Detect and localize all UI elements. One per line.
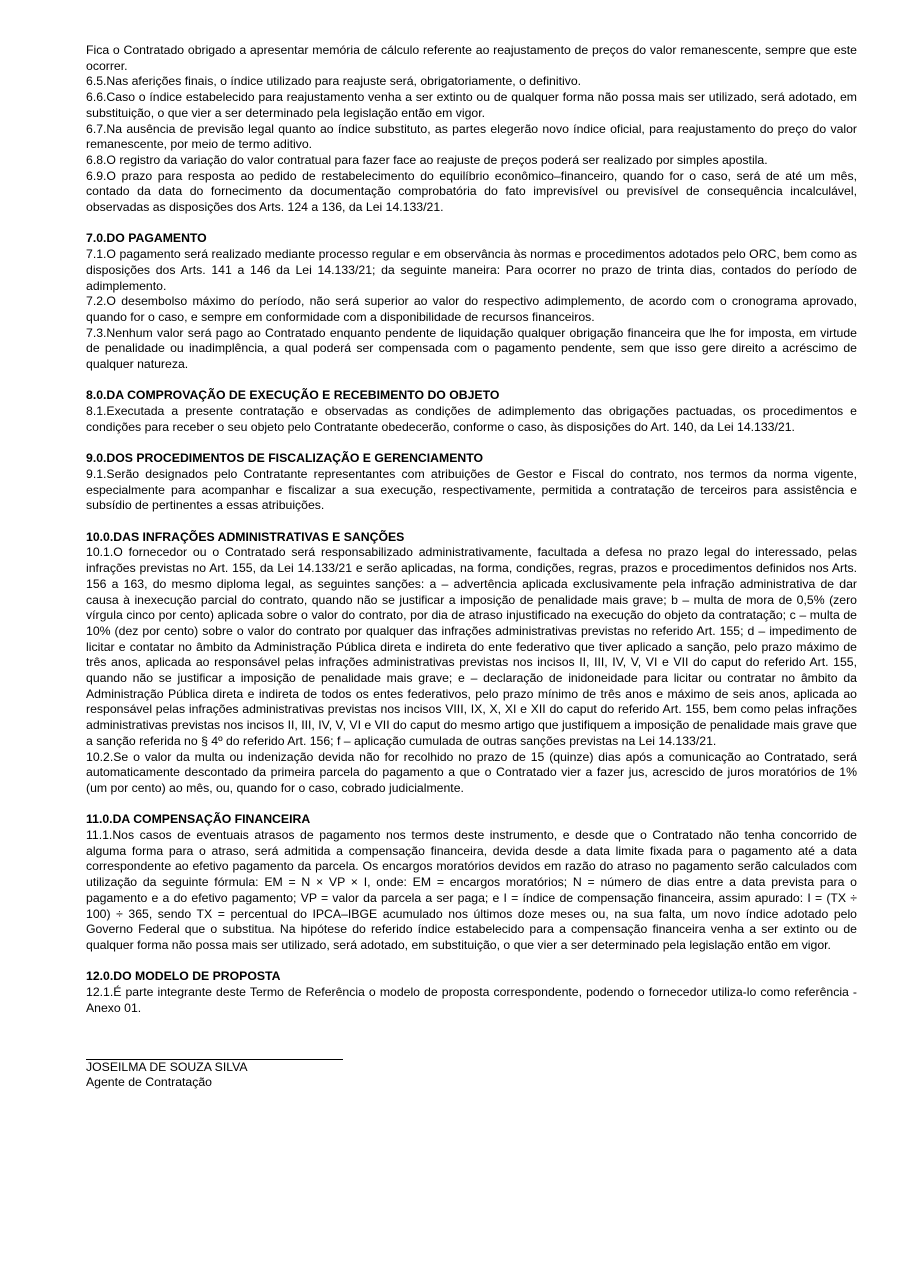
section-oversight	[86, 451, 857, 514]
intro-paragraph: 6.7.Na ausência de previsão legal quanto ao índice substituto, as partes elegerão novo índice oficial, para reajustamento do preço do valor remanescente, por meio de termo aditivo.	[86, 121, 857, 152]
intro-paragraph: Fica o Contratado obrigado a apresentar memória de cálculo referente ao reajustamento de preços do valor remanescente, sempre que este ocorrer.	[86, 43, 857, 73]
section-payment	[86, 231, 857, 372]
intro-block	[86, 43, 857, 216]
section-paragraph: 11.1.Nos casos de eventuais atrasos de pagamento nos termos deste instrumento, e desde que o Contratado não tenha concorrido de alguma forma para o atraso, será admitida a compensação financeira, devida desde a data limite fixada para o pagamento até a data correspondente ao efetivo pagamento da parcela. Os encargos moratórios devidos em razão do atraso no pagamento serão calculados com utilização da seguinte fórmula: EM = N × VP × I, onde: EM = encargos moratórios; N = número de dias entre a data prevista para o pagamento e a do efetivo pagamento; VP = valor da parcela a ser paga; e I = índice de compensação financeira, assim apurado: I = (TX ÷ 100) ÷ 365, sendo TX = percentual do IPCA–IBGE acumulado nos últimos doze meses ou, na sua falta, um novo índice adotado pelo Governo Federal que o substitua. Na hipótese do referido índice estabelecido para a compensação financeira venha a ser extinto ou de qualquer forma não possa mais ser utilizado, será adotado, em substituição, o que vier a ser determinado pela legislação então em vigor.	[86, 828, 857, 952]
section-heading: 12.0.DO MODELO DE PROPOSTA	[86, 969, 281, 984]
section-infractions	[86, 530, 857, 797]
section-proposal-model	[86, 969, 857, 1016]
section-heading: 11.0.DA COMPENSAÇÃO FINANCEIRA	[86, 812, 311, 827]
section-paragraph: 7.1.O pagamento será realizado mediante processo regular e em observância às normas e procedimentos adotados pelo ORC, bem como as disposições dos Arts. 141 a 146 da Lei 14.133/21; da seguinte maneira: Para ocorrer no prazo de trinta dias, contados do período de adimplemento.	[86, 247, 857, 293]
section-heading: 7.0.DO PAGAMENTO	[86, 231, 207, 246]
signatory-role: Agente de Contratação	[86, 1075, 212, 1090]
section-paragraph: 8.1.Executada a presente contratação e observadas as condições de adimplemento das obrigações pactuadas, os procedimentos e condições para receber o seu objeto pelo Contratante obedecerão, conforme o caso, às disposições do Art. 140, da Lei 14.133/21.	[86, 404, 857, 434]
signature-block	[86, 1044, 857, 1091]
section-heading: 9.0.DOS PROCEDIMENTOS DE FISCALIZAÇÃO E GERENCIAMENTO	[86, 451, 484, 466]
intro-paragraph: 6.9.O prazo para resposta ao pedido de restabelecimento do equilíbrio econômico–financeiro, quando for o caso, será de até um mês, contado da data do fornecimento da documentação comprobatória do fato imprevisível ou previsível de consequência incalculável, observadas as disposições dos Arts. 124 a 136, da Lei 14.133/21.	[86, 168, 857, 215]
section-heading: 10.0.DAS INFRAÇÕES ADMINISTRATIVAS E SANÇÕES	[86, 529, 405, 544]
intro-paragraph: 6.5.Nas aferições finais, o índice utilizado para reajuste será, obrigatoriamente, o definitivo.	[86, 74, 582, 89]
section-paragraph: 9.1.Serão designados pelo Contratante representantes com atribuições de Gestor e Fiscal do contrato, nos termos da norma vigente, especialmente para acompanhar e fiscalizar a sua execução, respectivamente, permitida a contratação de terceiros para assistência e subsídio de pertinentes a essas atribuições.	[86, 466, 857, 513]
section-paragraph: 7.3.Nenhum valor será pago ao Contratado enquanto pendente de liquidação qualquer obrigação financeira que lhe for imposta, em virtude de penalidade ou inadimplência, a qual poderá ser compensada com o pagamento pendente, sem que isso gere direito a acréscimo de qualquer natureza.	[86, 325, 857, 372]
section-paragraph: 12.1.É parte integrante deste Termo de Referência o modelo de proposta correspondente, podendo o fornecedor utiliza-lo como referência - Anexo 01.	[86, 985, 857, 1015]
signature-line	[86, 1044, 343, 1060]
section-paragraph: 10.1.O fornecedor ou o Contratado será responsabilizado administrativamente, facultada a defesa no prazo legal do interessado, pelas infrações previstas no Art. 155, da Lei 14.133/21 e serão aplicadas, na forma, condições, regras, prazos e procedimentos definidos nos Arts. 156 a 163, do mesmo diploma legal, as seguintes sanções: a – advertência aplicada exclusivamente pela infração administrativa de dar causa à inexecução parcial do contrato, quando não se justificar a imposição de penalidade mais grave; b – multa de mora de 0,5% (zero vírgula cinco por cento) aplicada sobre o valor do contrato, por dia de atraso injustificado na execução do objeto da contratação; c – multa de 10% (dez por cento) sobre o valor do contrato por qualquer das infrações administrativas previstas no referido Art. 155; d – impedimento de licitar e contatar no âmbito da Administração Pública direta e indireta do ente federativo que tiver aplicado a sanção, pelo prazo máximo de três anos, aplicada ao responsável pelas infrações administrativas previstas nos incisos II, III, IV, V, VI e VII do caput do referido Art. 155, quando não se justificar a imposição de penalidade mais grave; e – declaração de inidoneidade para licitar ou contratar no âmbito da Administração Pública direta e indireta de todos os entes federativos, pelo prazo mínimo de três anos e máximo de seis anos, aplicada ao responsável pelas infrações administrativas previstas nos incisos VIII, IX, X, XI e XII do caput do referido Art. 155, bem como pelas infrações administrativas previstas nos incisos II, III, IV, V, VI e VII do caput do mesmo artigo que justifiquem a imposição de penalidade mais grave que a sanção referida no § 4º do referido Art. 156; f – aplicação cumulada de outras sanções previstas na Lei 14.133/21.	[86, 545, 857, 748]
section-execution-proof	[86, 388, 857, 435]
section-financial-compensation	[86, 812, 857, 953]
intro-paragraph: 6.8.O registro da variação do valor contratual para fazer face ao reajuste de preços poderá ser realizado por simples apostila.	[86, 152, 768, 167]
section-heading: 8.0.DA COMPROVAÇÃO DE EXECUÇÃO E RECEBIMENTO DO OBJETO	[86, 388, 500, 403]
section-paragraph: 7.2.O desembolso máximo do período, não será superior ao valor do respectivo adimplemento, de acordo com o cronograma aprovado, quando for o caso, e sempre em conformidade com a disponibilidade de recursos financeiros.	[86, 294, 857, 324]
intro-paragraph: 6.6.Caso o índice estabelecido para reajustamento venha a ser extinto ou de qualquer forma não possa mais ser utilizado, será adotado, em substituição, o que vier a ser determinado pela legislação então em vigor.	[86, 90, 857, 120]
signatory-name: JOSEILMA DE SOUZA SILVA	[86, 1059, 248, 1074]
section-paragraph: 10.2.Se o valor da multa ou indenização devida não for recolhido no prazo de 15 (quinze) dias após a comunicação ao Contratado, será automaticamente descontado da primeira parcela do pagamento a que o Contratado vier a fazer jus, acrescido de juros moratórios de 1% (um por cento) ao mês, ou, quando for o caso, cobrado judicialmente.	[86, 749, 857, 795]
